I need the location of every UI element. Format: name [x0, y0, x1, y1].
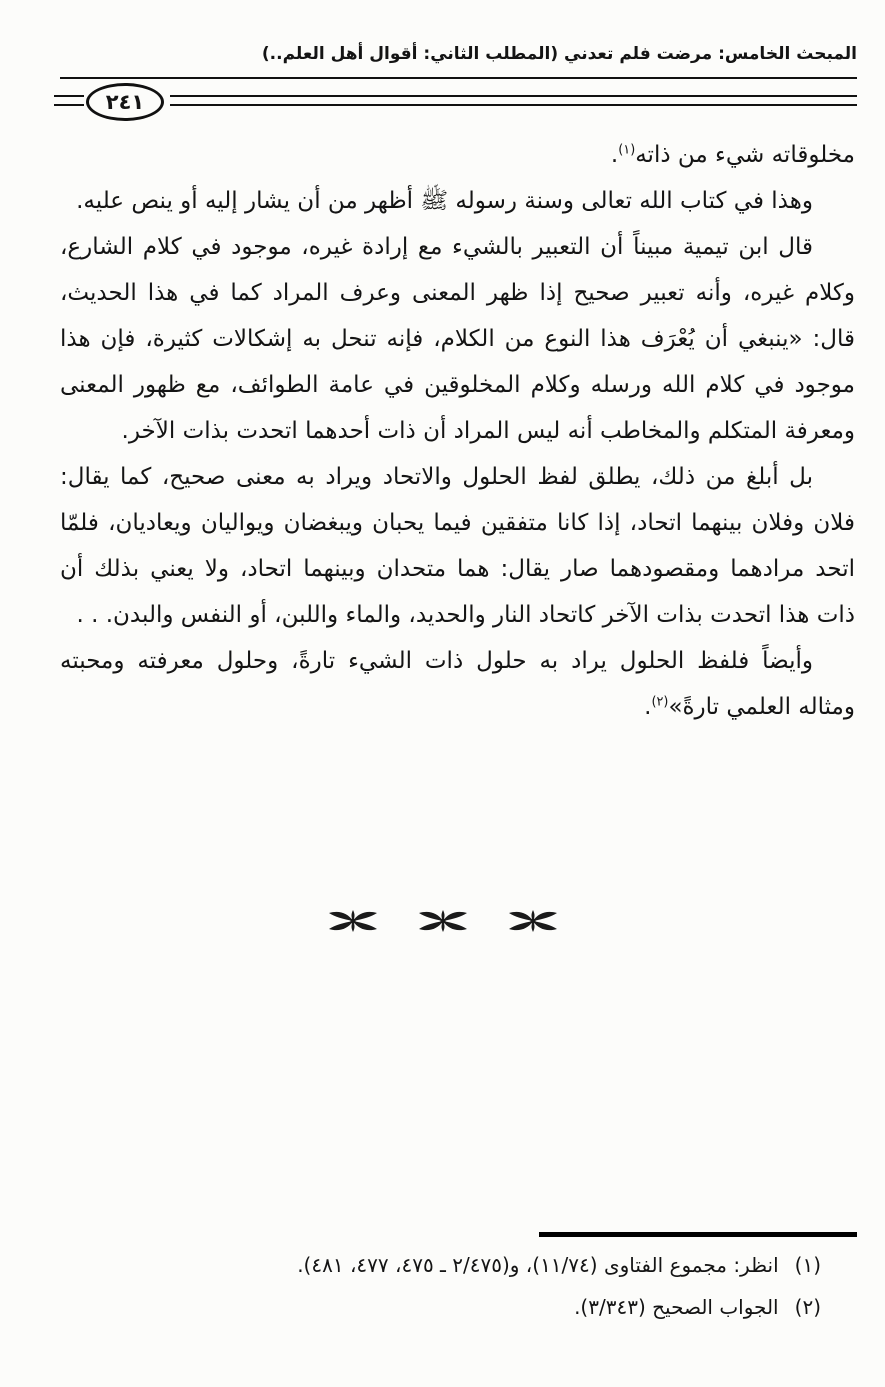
footnote-ref: (٢): [651, 694, 669, 710]
text-run: .: [644, 694, 652, 720]
paragraph: [60, 224, 855, 454]
fleuron-icon: [415, 908, 471, 938]
footnotes: [60, 1244, 821, 1328]
footnote: [60, 1244, 821, 1286]
text-run: .: [610, 142, 619, 168]
fleuron-icon: [325, 908, 381, 938]
text-run: مخلوقاته شيء من ذاته: [635, 142, 855, 168]
footnote-marker: (١): [794, 1253, 821, 1277]
footnote-separator: [539, 1232, 857, 1237]
header-double-line-left: [54, 95, 84, 106]
footnote-text: الجواب الصحيح (٣/٣٤٣).: [574, 1295, 779, 1319]
text-run: قال ابن تيمية مبيناً أن التعبير بالشيء مع إرادة غيره، موجود في كلام الشارع، وكلام غيره، وأنه تعبير صحيح إذا ظهر المعنى وعرف المراد كما في هذا الحديث، قال: «ينبغي أن يُعْرَف هذا النوع من الكلام، فإنه تنحل به إشكالات كثيرة، فإن هذا موجود في كلام الله ورسله وكلام المخلوقين في عامة الطوائف، مع ظهور المعنى ومعرفة المتكلم والمخاطب أنه ليس المراد أن ذات أحدهما اتحدت بذات الآخر.: [60, 234, 855, 444]
ornament-row: [0, 908, 885, 938]
text-run: بل أبلغ من ذلك، يطلق لفظ الحلول والاتحاد ويراد به معنى صحيح، كما يقال: فلان وفلان بينهما اتحاد، إذا كانا متفقين فيما يحبان ويبغضان ويواليان ويعاديان، فلمّا اتحد مرادهما ومقصودهما صار يقال: هما متحدان وبينهما اتحاد، ولا يعني بذلك أن ذات هذا اتحدت بذات الآخر كاتحاد النار والحديد، والماء واللبن، أو النفس والبدن. . .: [60, 464, 855, 628]
footnote-marker: (٢): [794, 1295, 821, 1319]
page-number-badge: ٢٤١: [86, 83, 164, 121]
footnote-ref: (١): [618, 142, 636, 158]
paragraph: [60, 638, 855, 730]
paragraph: [60, 178, 855, 224]
running-head: المبحث الخامس: مرضت فلم تعدني (المطلب الثاني: أقوال أهل العلم..): [261, 44, 857, 64]
paragraph: [60, 454, 855, 638]
fleuron-icon: [505, 908, 561, 938]
header-double-line-right: [170, 95, 857, 106]
text-run: وهذا في كتاب الله تعالى وسنة رسوله ﷺ أظهر من أن يشار إليه أو ينص عليه.: [76, 188, 813, 214]
text-run: وأيضاً فلفظ الحلول يراد به حلول ذات الشيء تارةً، وحلول معرفته ومحبته ومثاله العلمي تارةً»: [60, 648, 855, 720]
body-text: [60, 132, 855, 730]
paragraph: [60, 132, 855, 178]
header-rule: [60, 77, 857, 79]
footnote: [60, 1286, 821, 1328]
footnote-text: انظر: مجموع الفتاوى (١١/٧٤)، و(٢/٤٧٥ ـ ٤٧٥، ٤٧٧، ٤٨١).: [297, 1253, 779, 1277]
